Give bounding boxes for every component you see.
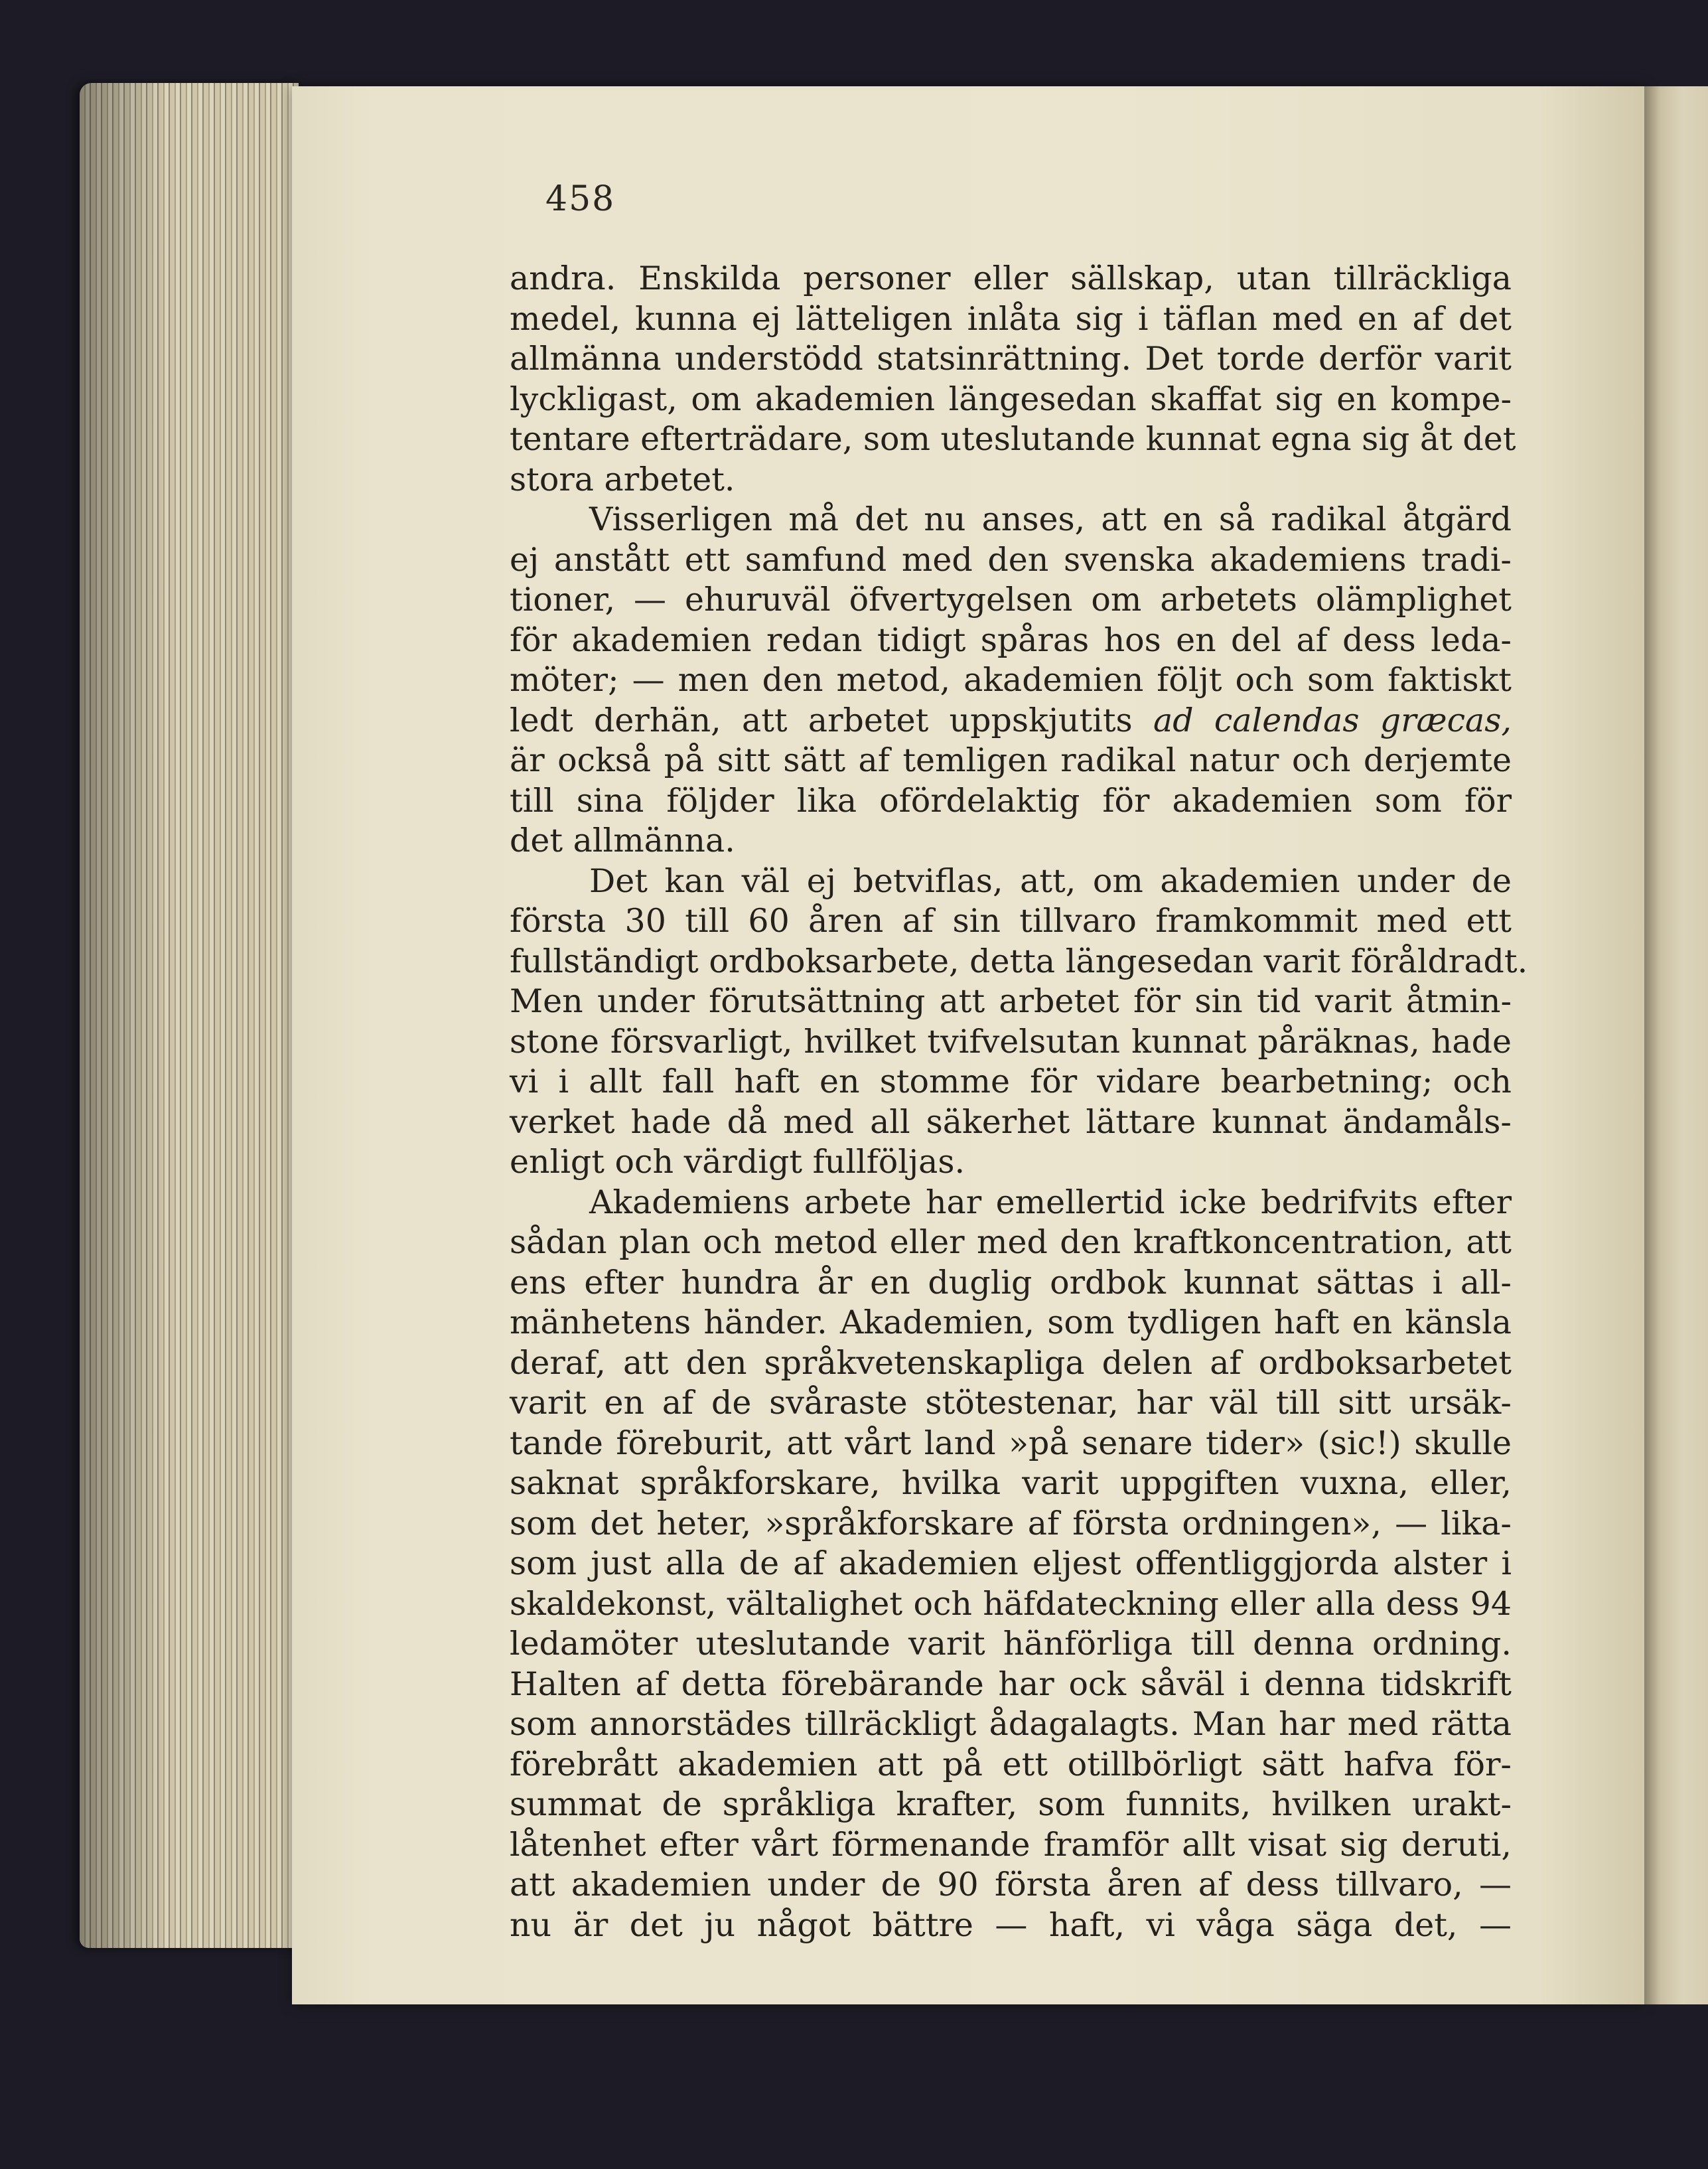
text-line: som just alla de af akademien eljest offentliggjorda alster i (510, 1544, 1512, 1582)
book-page-edges (80, 83, 299, 1948)
text-line: tioner, — ehuruväl öfvertygelsen om arbetets olämplighet (510, 581, 1512, 619)
page-number: 458 (545, 179, 616, 219)
text-line: är också på sitt sätt af temligen radikal natur och derjemte (510, 741, 1512, 779)
text-line: att akademien under de 90 första åren af dess tillvaro, — (510, 1866, 1512, 1904)
text-line: stora arbetet. (510, 460, 735, 498)
text-line: tentare efterträdare, som uteslutande kunnat egna sig åt det (510, 420, 1516, 458)
text-line: stone försvarligt, hvilket tvifvelsutan kunnat påräknas, hade (510, 1022, 1512, 1061)
text-line (510, 701, 1512, 741)
text-line: ledamöter uteslutande varit hänförliga till denna ordning. (510, 1625, 1512, 1663)
text-line: allmänna understödd statsinrättning. Det torde derför varit (510, 340, 1512, 378)
text-line: medel, kunna ej lätteligen inlåta sig i täflan med en af det (510, 299, 1512, 338)
text-line: summat de språkliga krafter, som funnits, hvilken urakt- (510, 1785, 1512, 1823)
text-line: lyckligast, om akademien längesedan skaffat sig en kompe- (510, 380, 1512, 418)
text-line: verket hade då med all säkerhet lättare kunnat ändamåls- (510, 1102, 1512, 1141)
text-line: till sina följder lika ofördelaktig för akademien som för (510, 781, 1512, 820)
text-line: första 30 till 60 åren af sin tillvaro framkommit med ett (510, 902, 1512, 940)
text-line: tande föreburit, att vårt land »på senare tider» (sic!) skulle (510, 1424, 1512, 1462)
text-line-plain: ledt derhän, att arbetet uppskjutits (510, 701, 1153, 739)
text-line: Men under förutsättning att arbetet för sin tid varit åtmin- (510, 982, 1512, 1020)
text-line: skaldekonst, vältalighet och häfdateckning eller alla dess 94 (510, 1584, 1512, 1623)
text-line: nu är det ju något bättre — haft, vi våga säga det, — (510, 1906, 1512, 1944)
text-line: sådan plan och metod eller med den kraftkoncentration, att (510, 1223, 1512, 1261)
text-line: andra. Enskilda personer eller sällskap, utan tillräckliga (510, 260, 1512, 297)
text-line: vi i allt fall haft en stomme för vidare bearbetning; och (510, 1063, 1512, 1100)
text-line: förebrått akademien att på ett otillbörligt sätt hafva för- (510, 1745, 1512, 1783)
text-line: ens efter hundra år en duglig ordbok kunnat sättas i all- (510, 1263, 1512, 1302)
text-line: det allmänna. (510, 822, 735, 860)
text-line: deraf, att den språkvetenskapliga delen af ordboksarbetet (510, 1343, 1512, 1382)
text-line: som annorstädes tillräckligt ådagalagts. Man har med rätta (510, 1705, 1512, 1743)
text-line: enligt och värdigt fullföljas. (510, 1143, 965, 1181)
text-line: Det kan väl ej betviflas, att, om akademien under de (589, 861, 1512, 900)
text-line: som det heter, »språkforskare af första ordningen», — lika- (510, 1504, 1512, 1542)
book-gutter (1644, 86, 1708, 2004)
text-line: mänhetens händer. Akademien, som tydligen haft en känsla (510, 1304, 1512, 1341)
text-line-italic: ad calendas græcas, (1153, 701, 1512, 739)
text-line: saknat språkforskare, hvilka varit uppgiften vuxna, eller, (510, 1464, 1512, 1502)
text-line: ej anstått ett samfund med den svenska akademiens tradi- (510, 540, 1512, 579)
text-line: låtenhet efter vårt förmenande framför allt visat sig deruti, (510, 1825, 1512, 1864)
text-line: Halten af detta förebärande har ock såväl i denna tidskrift (510, 1665, 1512, 1703)
body-text (510, 259, 1528, 1945)
text-line: varit en af de svåraste stötestenar, har väl till sitt ursäk- (510, 1384, 1512, 1422)
text-line: möter; — men den metod, akademien följt och som faktiskt (510, 661, 1512, 699)
text-line: för akademien redan tidigt spåras hos en del af dess leda- (510, 621, 1512, 659)
text-line: Visserligen må det nu anses, att en så radikal åtgärd (589, 500, 1512, 538)
text-line: fullständigt ordboksarbete, detta längesedan varit föråldradt. (510, 942, 1528, 980)
text-line: Akademiens arbete har emellertid icke bedrifvits efter (589, 1183, 1512, 1221)
